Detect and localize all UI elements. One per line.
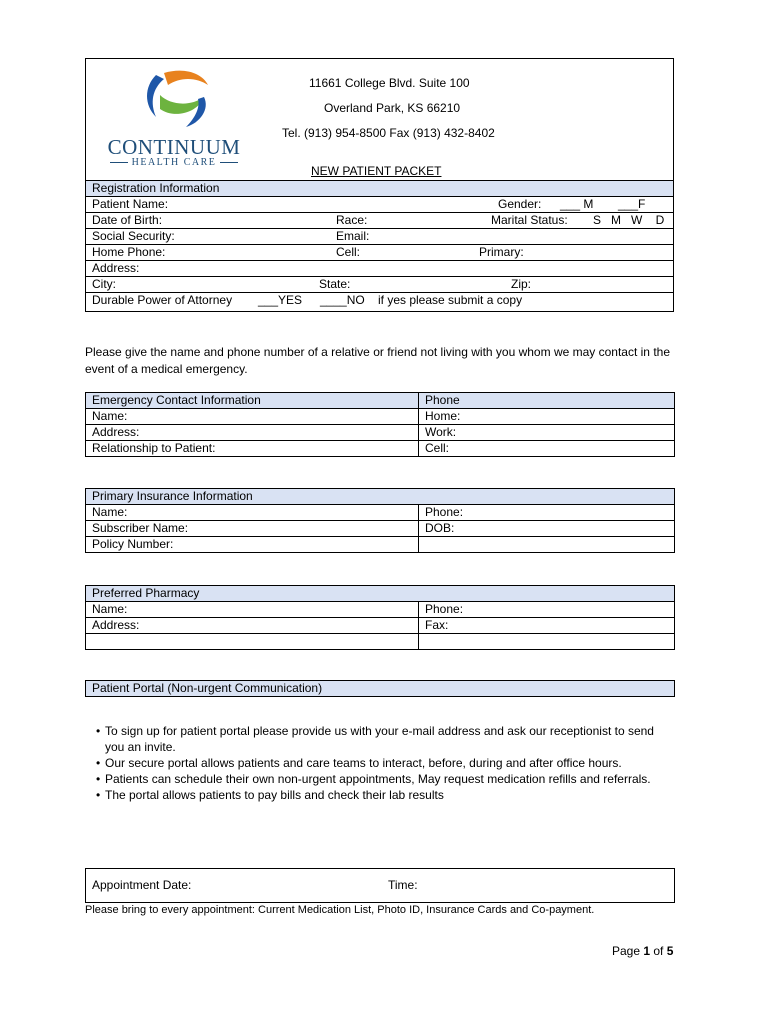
insurance-empty-cell[interactable]: [419, 537, 675, 553]
pharmacy-fax-field[interactable]: Fax:: [419, 618, 675, 634]
pharmacy-title: Preferred Pharmacy: [86, 586, 675, 602]
state-label[interactable]: State:: [319, 277, 351, 291]
marital-options[interactable]: S M W D: [593, 213, 665, 227]
emergency-title: Emergency Contact Information: [86, 393, 419, 409]
clinic-logo: [104, 65, 244, 173]
appointment-box: [85, 868, 675, 903]
dpoa-note: if yes please submit a copy: [378, 293, 523, 307]
insurance-section: [85, 488, 675, 553]
home-phone-label[interactable]: Home Phone:: [92, 245, 166, 259]
gender-label: Gender:: [498, 197, 542, 211]
pharmacy-empty-cell-left[interactable]: [86, 634, 419, 650]
appointment-date-field[interactable]: Appointment Date:: [92, 878, 192, 892]
patient-name-label[interactable]: Patient Name:: [92, 197, 169, 211]
portal-bullet: • Our secure portal allows patients and care teams to interact, before, during and after office hours.: [85, 755, 675, 771]
zip-label[interactable]: Zip:: [511, 277, 532, 291]
pharmacy-phone-field[interactable]: Phone:: [419, 602, 675, 618]
page-number: Page 1 of 5: [612, 944, 674, 958]
insurance-subscriber-field[interactable]: Subscriber Name:: [86, 521, 419, 537]
ssn-label[interactable]: Social Security:: [92, 229, 175, 243]
portal-title: Patient Portal (Non-urgent Communication): [85, 680, 675, 697]
portal-bullet: • The portal allows patients to pay bills and check their lab results: [85, 787, 675, 803]
marital-status-label: Marital Status:: [491, 213, 568, 227]
pharmacy-table: [85, 585, 675, 650]
portal-bullet: • To sign up for patient portal please provide us with your e-mail address and ask our receptionist to send you an invite.: [85, 723, 675, 755]
registration-title: Registration Information: [86, 181, 673, 197]
pharmacy-empty-cell-right[interactable]: [419, 634, 675, 650]
insurance-phone-field[interactable]: Phone:: [419, 505, 675, 521]
race-label[interactable]: Race:: [336, 213, 368, 227]
primary-label[interactable]: Primary:: [479, 245, 524, 259]
emergency-contact-table: [85, 392, 675, 457]
insurance-title: Primary Insurance Information: [86, 489, 675, 505]
logo-tagline: HEALTH CARE: [104, 157, 244, 168]
pharmacy-name-field[interactable]: Name:: [86, 602, 419, 618]
cell-label[interactable]: Cell:: [336, 245, 361, 259]
insurance-policy-field[interactable]: Policy Number:: [86, 537, 419, 553]
insurance-dob-field[interactable]: DOB:: [419, 521, 675, 537]
portal-bullet-list: [85, 723, 675, 803]
insurance-table: [85, 488, 675, 553]
packet-title: NEW PATIENT PACKET: [311, 164, 442, 178]
registration-table: [86, 180, 673, 308]
emergency-home-field[interactable]: Home:: [419, 409, 675, 425]
emergency-address-field[interactable]: Address:: [86, 425, 419, 441]
gender-m-option[interactable]: ___ M: [560, 197, 594, 211]
portal-bullet: • Patients can schedule their own non-urgent appointments, May request medication refills and referrals.: [85, 771, 675, 787]
address-label[interactable]: Address:: [92, 261, 140, 275]
appointment-time-field[interactable]: Time:: [388, 878, 418, 892]
emergency-phone-header: Phone: [419, 393, 675, 409]
dob-label[interactable]: Date of Birth:: [92, 213, 163, 227]
header-box: [85, 58, 674, 312]
phone-fax-line: Tel. (913) 954-8500 Fax (913) 432-8402: [282, 126, 495, 140]
dpoa-no-option[interactable]: ____NO: [320, 293, 365, 307]
emergency-name-field[interactable]: Name:: [86, 409, 419, 425]
emergency-contact-section: [85, 392, 675, 457]
gender-f-option[interactable]: ___F: [618, 197, 646, 211]
pharmacy-address-field[interactable]: Address:: [86, 618, 419, 634]
insurance-name-field[interactable]: Name:: [86, 505, 419, 521]
address-line-2: Overland Park, KS 66210: [324, 101, 461, 115]
emergency-relationship-field[interactable]: Relationship to Patient:: [86, 441, 419, 457]
city-label[interactable]: City:: [92, 277, 116, 291]
emergency-intro: Please give the name and phone number of a relative or friend not living with you whom we may contact in the event of a medical emergency.: [85, 345, 670, 376]
footer-note: Please bring to every appointment: Current Medication List, Photo ID, Insurance Cards and Co-payment.: [85, 904, 595, 916]
logo-name: CONTINUUM: [107, 135, 241, 159]
dpoa-label: Durable Power of Attorney: [92, 293, 233, 307]
logo-swirl-icon: [104, 65, 244, 137]
address-line-1: 11661 College Blvd. Suite 100: [309, 76, 470, 90]
emergency-work-field[interactable]: Work:: [419, 425, 675, 441]
email-label[interactable]: Email:: [336, 229, 370, 243]
dpoa-yes-option[interactable]: ___YES: [258, 293, 303, 307]
pharmacy-section: [85, 585, 675, 650]
emergency-cell-field[interactable]: Cell:: [419, 441, 675, 457]
